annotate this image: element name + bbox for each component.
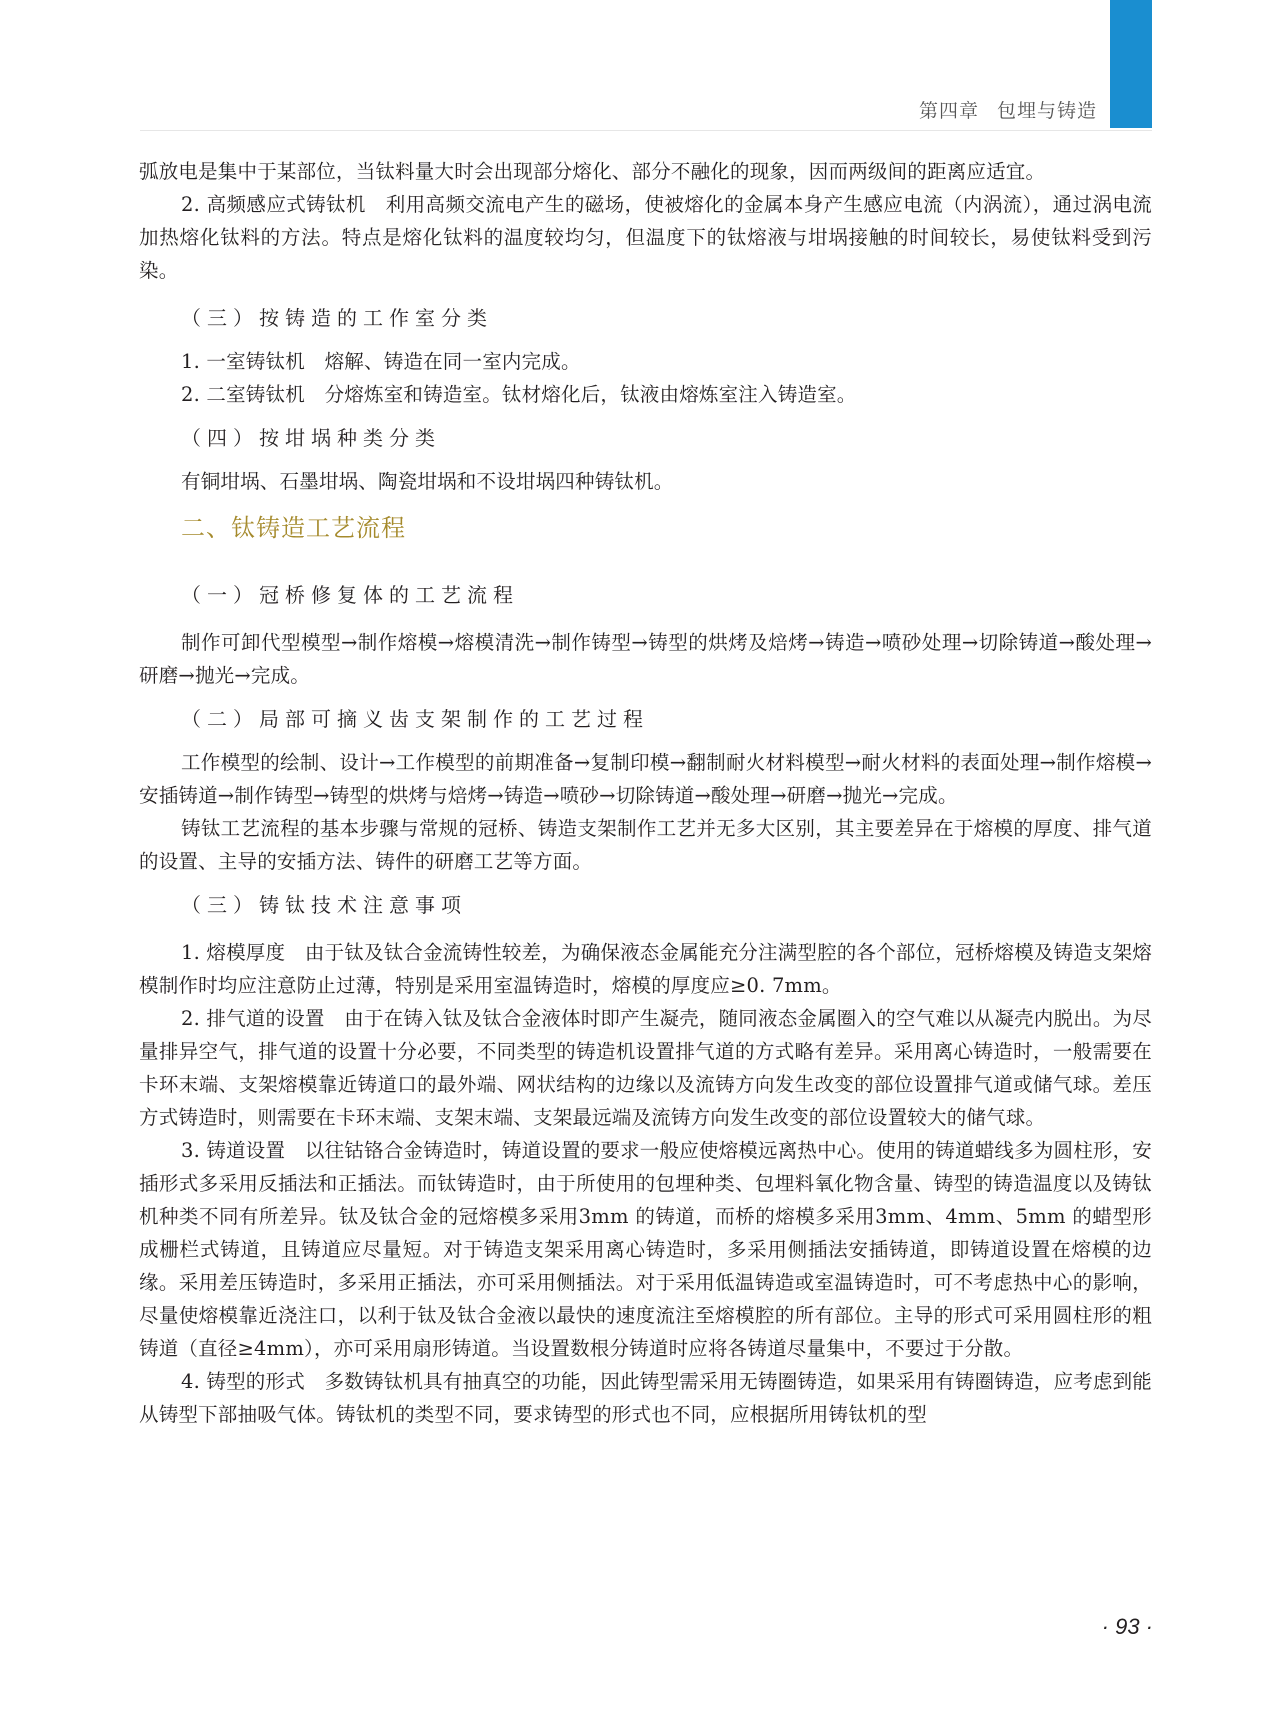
chapter-tab-marker xyxy=(1110,0,1152,128)
subheading-partial-denture-process: （二）局部可摘义齿支架制作的工艺过程 xyxy=(181,707,649,731)
paragraph-mold-form: 4. 铸型的形式 多数铸钛机具有抽真空的功能，因此铸型需采用无铸圈铸造，如果采用有铸圈铸造，应考虑到能从铸型下部抽吸气体。铸钛机的类型不同，要求铸型的形式也不同，应根据所用铸钛机的型 xyxy=(139,1370,1153,1426)
paragraph-process-differences: 铸钛工艺流程的基本步骤与常规的冠桥、铸造支架制作工艺并无多大区别，其主要差异在于熔模的厚度、排气道的设置、主导的安插方法、铸件的研磨工艺等方面。 xyxy=(139,817,1152,873)
page-body xyxy=(139,155,1152,1431)
section-title-casting-process: 二、钛铸造工艺流程 xyxy=(181,514,406,542)
subheading-crown-bridge-process: （一）冠桥修复体的工艺流程 xyxy=(181,583,519,607)
running-header xyxy=(919,96,1097,123)
paragraph-sprue-setup: 3. 铸道设置 以往钴铬合金铸造时，铸道设置的要求一般应使熔模远离热中心。使用的铸道蜡线多为圆柱形，安插形式多采用反插法和正插法。而钛铸造时，由于所使用的包埋种类、包埋料氧化物含量、铸型的铸造温度以及铸钛机种类不同有所差异。钛及钛合金的冠熔模多采用3mm 的铸道，而桥的熔模多采用3mm、4mm、5mm 的蜡型形成栅栏式铸道，且铸道应尽量短。对于铸造支架采用离心铸造时，多采用侧插法安插铸道，即铸道设置在熔模的边缘。采用差压铸造时，多采用正插法，亦可采用侧插法。对于采用低温铸造或室温铸造时，可不考虑热中心的影响，尽量使熔模靠近浇注口，以利于钛及钛合金液以最快的速度流注至熔模腔的所有部位。主导的形式可采用圆柱形的粗铸道（直径≥4mm），亦可采用扇形铸道。当设置数根分铸道时应将各铸道尽量集中，不要过于分散。 xyxy=(139,1139,1153,1360)
paragraph-crown-bridge-flow: 制作可卸代型模型→制作熔模→熔模清洗→制作铸型→铸型的烘烤及焙烤→铸造→喷砂处理→切除铸道→酸处理→研磨→抛光→完成。 xyxy=(139,631,1152,687)
list-item-two-chamber: 2. 二室铸钛机 分熔炼室和铸造室。钛材熔化后，钛液由熔炼室注入铸造室。 xyxy=(181,383,857,406)
paragraph-high-frequency-caster: 2. 高频感应式铸钛机 利用高频交流电产生的磁场，使被熔化的金属本身产生感应电流（内涡流），通过涡电流加热熔化钛料的方法。特点是熔化钛料的温度较均匀，但温度下的钛熔液与坩埚接触的时间较长，易使钛料受到污染。 xyxy=(139,193,1152,282)
paragraph-vent-setup: 2. 排气道的设置 由于在铸入钛及钛合金液体时即产生凝壳，随同液态金属圈入的空气难以从凝壳内脱出。为尽量排异空气，排气道的设置十分必要，不同类型的铸造机设置排气道的方式略有差异。采用离心铸造时，一般需要在卡环末端、支架熔模靠近铸道口的最外端、网状结构的边缘以及流铸方向发生改变的部位设置排气道或储气球。差压方式铸造时，则需要在卡环末端、支架末端、支架最远端及流铸方向发生改变的部位设置较大的储气球。 xyxy=(139,1007,1153,1129)
subheading-chamber-classification: （三）按铸造的工作室分类 xyxy=(181,306,493,330)
chapter-number: 第四章 xyxy=(918,100,979,122)
subheading-crucible-classification: （四）按坩埚种类分类 xyxy=(181,426,441,450)
header-divider xyxy=(140,130,1152,131)
paragraph-crucible-types: 有铜坩埚、石墨坩埚、陶瓷坩埚和不设坩埚四种铸钛机。 xyxy=(181,470,674,493)
paragraph-pattern-thickness: 1. 熔模厚度 由于钛及钛合金流铸性较差，为确保液态金属能充分注满型腔的各个部位，冠桥熔模及铸造支架熔模制作时均应注意防止过薄，特别是采用室温铸造时，熔模的厚度应≥0. 7mm。 xyxy=(139,941,1153,997)
paragraph-continuation: 弧放电是集中于某部位，当钛料量大时会出现部分熔化、部分不融化的现象，因而两级间的距离应适宜。 xyxy=(139,160,1046,183)
chapter-title: 包埋与铸造 xyxy=(996,100,1097,122)
paragraph-partial-denture-flow: 工作模型的绘制、设计→工作模型的前期准备→复制印模→翻制耐火材料模型→耐火材料的表面处理→制作熔模→安插铸道→制作铸型→铸型的烘烤与焙烤→铸造→喷砂→切除铸道→酸处理→研磨→抛光→完成。 xyxy=(139,751,1152,807)
subheading-titanium-casting-notes: （三）铸钛技术注意事项 xyxy=(181,893,467,917)
page-number: · 93 · xyxy=(1101,1614,1153,1639)
list-item-one-chamber: 1. 一室铸钛机 熔解、铸造在同一室内完成。 xyxy=(181,350,581,373)
